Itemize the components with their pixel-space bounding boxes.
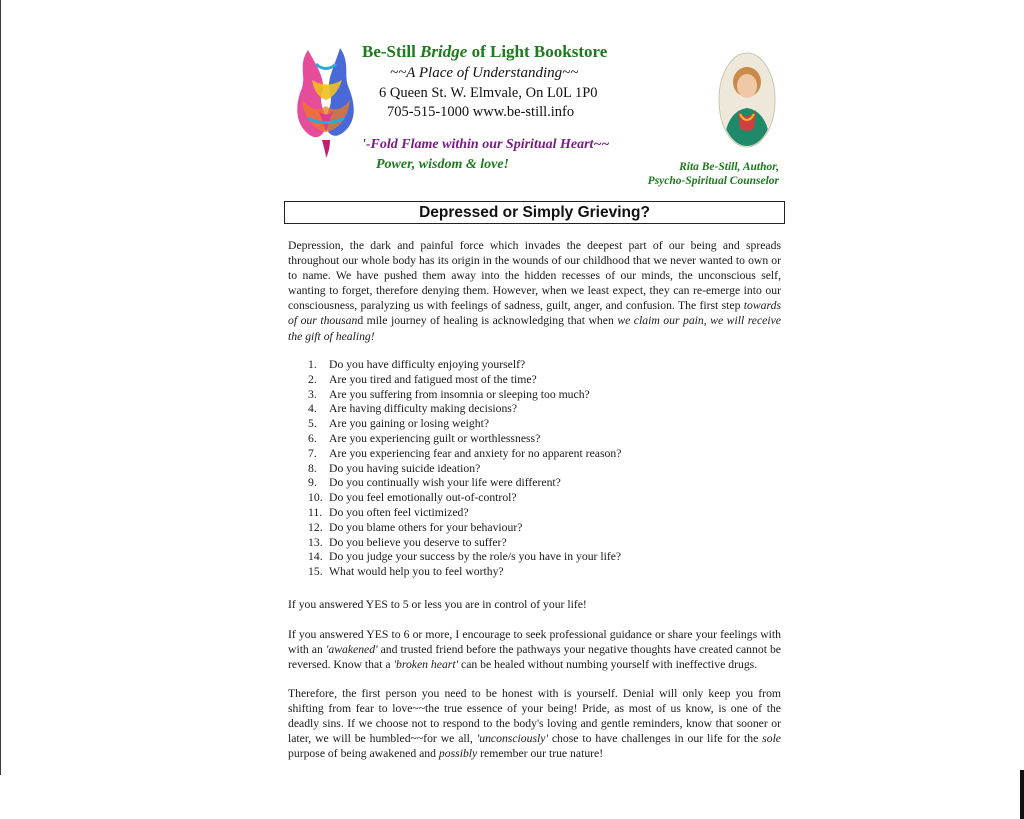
para-text: can be healed without numbing yourself with ineffective drugs. (458, 658, 758, 671)
author-role: Psycho-Spiritual Counselor (647, 175, 779, 187)
para-text-italic: 'broken heart' (393, 658, 459, 671)
list-number: 9. (308, 476, 317, 490)
list-item (308, 506, 708, 521)
question-list (308, 358, 708, 580)
closing-paragraph (288, 686, 781, 761)
list-number: 5. (308, 417, 317, 431)
list-text: Are you suffering from insomnia or sleeping too much? (329, 387, 590, 401)
list-item (308, 550, 708, 565)
list-number: 15. (308, 565, 323, 579)
list-item (308, 565, 708, 580)
twin-flame-logo-icon (288, 40, 366, 160)
yes-five-statement: If you answered YES to 5 or less you are in control of your life! (288, 598, 587, 611)
list-item (308, 462, 708, 477)
list-number: 13. (308, 535, 323, 549)
para-text: and trusted friend before the pathways your negative thoughts have created cannot be reversed. Know that a (288, 643, 781, 671)
list-number: 1. (308, 358, 317, 371)
list-item (308, 476, 708, 491)
advice-paragraph (288, 627, 781, 672)
para-text: Therefore, the first person you need to be honest with is yourself. Denial will only keep you from shifting from fear to love~~the true essence of your being! Pride, as most of us know, is one of the deadly sins. If we choose not to respond to the body's loving and gentle reminders, know that sooner or later, we will be humbled~~for we all, (288, 687, 781, 745)
list-item (308, 373, 708, 388)
list-text: Do you have difficulty enjoying yourself? (329, 358, 526, 371)
list-text: Do you blame others for your behaviour? (329, 520, 523, 534)
intro-text: d mile journey of healing is acknowledging that when (357, 314, 618, 328)
list-text: Do you continually wish your life were different? (329, 476, 561, 490)
list-item (308, 432, 708, 447)
para-text-italic: possibly (438, 747, 478, 760)
store-name-part: Be-Still (362, 42, 421, 61)
list-item (308, 358, 708, 373)
flame-line: '-Fold Flame within our Spiritual Heart~~ (362, 137, 610, 152)
para-text-italic: 'unconsciously' (476, 732, 548, 745)
list-text: Are you experiencing fear and anxiety for no apparent reason? (329, 446, 622, 460)
power-line: Power, wisdom & love! (376, 157, 509, 172)
scrollbar-thumb[interactable] (1020, 770, 1024, 819)
intro-text-italic: towards of our thousan (288, 299, 781, 328)
store-name-part: of Light Bookstore (467, 42, 608, 61)
list-text: Do you judge your success by the role/s you have in your life? (329, 550, 622, 564)
para-text: chose to have challenges in our life for the (547, 732, 763, 745)
list-number: 6. (308, 431, 317, 445)
para-text-italic: 'awakened' (325, 643, 378, 656)
list-item (308, 536, 708, 551)
para-text: If you answered YES to 6 or more, I encourage to seek professional guidance or share your feelings with with an (288, 628, 781, 656)
list-number: 4. (308, 402, 317, 416)
list-text: Do you feel emotionally out-of-control? (329, 491, 517, 505)
author-name: Rita Be-Still, Author, (679, 161, 779, 173)
list-number: 11. (308, 505, 323, 519)
list-text: Do you often feel victimized? (329, 505, 469, 519)
list-item (308, 447, 708, 462)
list-item (308, 417, 708, 432)
list-text: Are you gaining or losing weight? (329, 417, 490, 431)
article-title: Depressed or Simply Grieving? (419, 203, 650, 221)
store-contact: 705-515-1000 www.be-still.info (387, 104, 575, 120)
store-name-italic: Bridge (420, 42, 468, 61)
author-portrait (718, 52, 776, 148)
intro-text-italic: we claim our pain, we will receive the gift of healing! (288, 314, 781, 343)
list-number: 10. (308, 491, 323, 505)
article-title-box (284, 201, 785, 224)
list-item (308, 521, 708, 536)
store-address: 6 Queen St. W. Elmvale, On L0L 1P0 (379, 85, 598, 101)
list-text: Do you believe you deserve to suffer? (329, 535, 507, 549)
list-number: 7. (308, 446, 317, 460)
list-number: 8. (308, 461, 317, 475)
intro-text: Depression, the dark and painful force which invades the deepest part of our being and spreads throughout our whole body has its origin in the wounds of our childhood that we never wanted to own or to name. We have pushed them away into the hidden recesses of our minds, the unconscious self, wanting to forget, therefore denying them. However, when we least expect, they can re-emerge into our consciousness, paralyzing us with feelings of sadness, guilt, anger, and confusion. The first step (288, 239, 781, 313)
list-text: What would help you to feel worthy? (329, 565, 504, 579)
para-text-italic: sole (762, 732, 781, 745)
list-number: 2. (308, 372, 317, 386)
list-number: 12. (308, 520, 323, 534)
list-item (308, 491, 708, 506)
para-text: remember our true nature! (477, 747, 604, 760)
para-text: purpose of being awakened and (288, 747, 439, 760)
intro-paragraph (288, 238, 781, 344)
list-text: Do you having suicide ideation? (329, 461, 481, 475)
list-item (308, 388, 708, 403)
list-text: Are having difficulty making decisions? (329, 402, 518, 416)
list-number: 3. (308, 387, 317, 401)
tagline: ~~A Place of Understanding~~ (390, 65, 579, 81)
list-text: Are you experiencing guilt or worthlessness? (329, 431, 541, 445)
list-item (308, 402, 708, 417)
page-left-border (0, 0, 1, 775)
list-text: Are you tired and fatigued most of the time? (329, 372, 537, 386)
store-name (362, 42, 642, 62)
list-number: 14. (308, 550, 323, 564)
